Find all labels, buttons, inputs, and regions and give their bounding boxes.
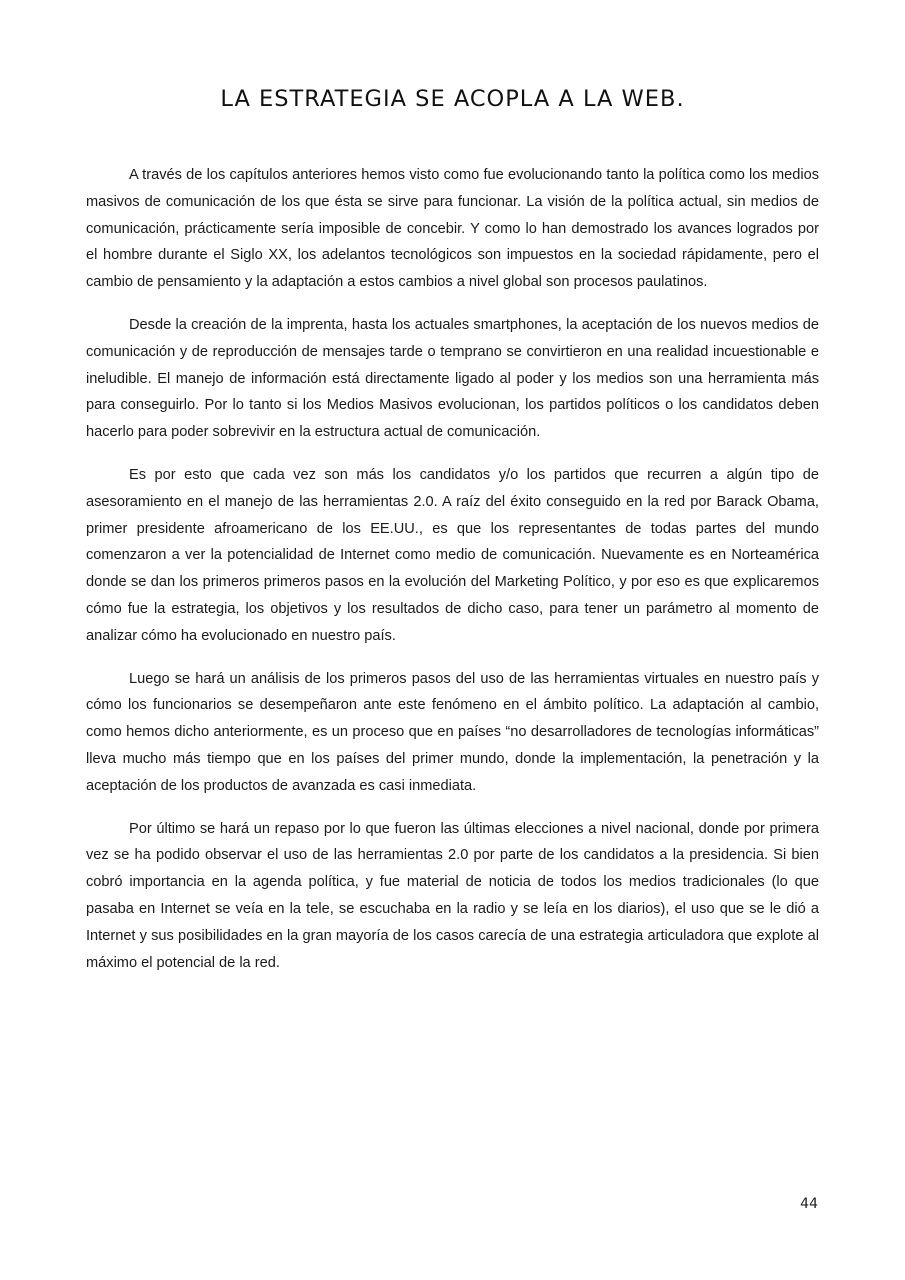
page-title: LA ESTRATEGIA SE ACOPLA A LA WEB. — [220, 86, 685, 112]
page-number: 44 — [800, 1196, 818, 1212]
paragraph-2: Desde la creación de la imprenta, hasta los actuales smartphones, la aceptación de los nuevos medios de comunicación y de reproducción de mensajes tarde o temprano se convirtieron en una realidad incuestionable e ineludible. El manejo de información está directamente ligado al poder y los medios son una herramienta más para conseguirlo. Por lo tanto si los Medios Masivos evolucionan, los partidos políticos o los candidatos deben hacerlo para poder sobrevivir en la estructura actual de comunicación. — [86, 316, 819, 441]
body-text — [86, 162, 819, 992]
paragraph-1: A través de los capítulos anteriores hemos visto como fue evolucionando tanto la política como los medios masivos de comunicación de los que ésta se sirve para funcionar. La visión de la política actual, sin medios de comunicación, prácticamente sería imposible de concebir. Y como lo han demostrado los avances logrados por el hombre durante el Siglo XX, los adelantos tecnológicos son impuestos en la sociedad rápidamente, pero el cambio de pensamiento y la adaptación a estos cambios a nivel global son procesos paulatinos. — [86, 167, 819, 291]
paragraph-4: Luego se hará un análisis de los primeros pasos del uso de las herramientas virtuales en nuestro país y cómo los funcionarios se desempeñaron ante este fenómeno en el ámbito político. La adaptación al cambio, como hemos dicho anteriormente, es un proceso que en países “no desarrolladores de tecnologías informáticas” lleva mucho más tiempo que en los países del primer mundo, donde la implementación, la penetración y la aceptación de los productos de avanzada es casi inmediata. — [86, 670, 819, 794]
paragraph-5: Por último se hará un repaso por lo que fueron las últimas elecciones a nivel nacional, donde por primera vez se ha podido observar el uso de las herramientas 2.0 por parte de los candidatos a la presidencia. Si bien cobró importancia en la agenda política, y fue material de noticia de todos los medios tradicionales (lo que pasaba en Internet se veía en la tele, se escuchaba en la radio y se leía en los diarios), el uso que se le dió a Internet y sus posibilidades en la gran mayoría de los casos carecía de una estrategia articuladora que explote al máximo el potencial de la red. — [86, 820, 819, 971]
paragraph-3: Es por esto que cada vez son más los candidatos y/o los partidos que recurren a algún tipo de asesoramiento en el manejo de las herramientas 2.0. A raíz del éxito conseguido en la red por Barack Obama, primer presidente afroamericano de los EE.UU., es que los representantes de todas partes del mundo comenzaron a ver la potencialidad de Internet como medio de comunicación. Nuevamente es en Norteamérica donde se dan los primeros primeros pasos en la evolución del Marketing Político, y por eso es que explicaremos cómo fue la estrategia, los objetivos y los resultados de dicho caso, para tener un parámetro al momento de analizar cómo ha evolucionado en nuestro país. — [86, 466, 819, 644]
